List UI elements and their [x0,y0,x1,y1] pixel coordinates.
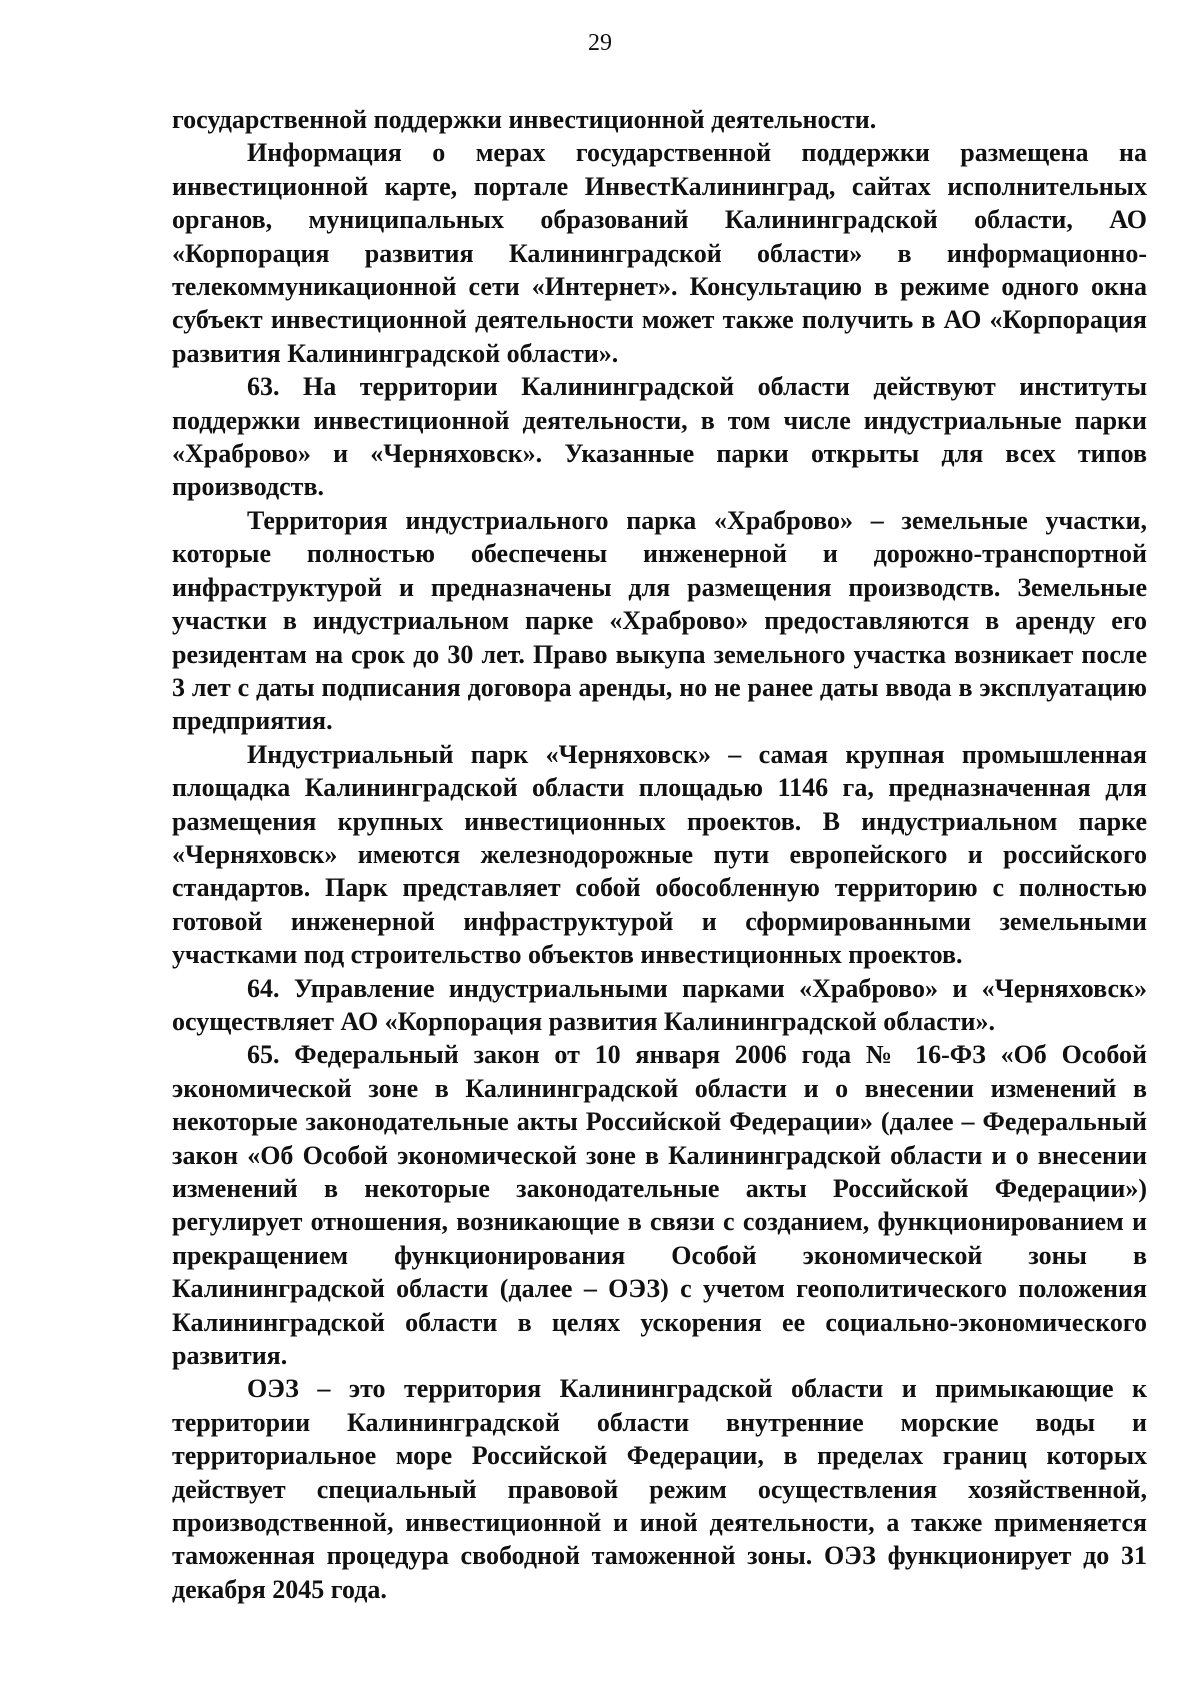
body-text [172,103,1147,1606]
paragraph-item-65: 65. Федеральный закон от 10 января 2006 года № 16-ФЗ «Об Особой экономической зоне в Калининградской области и о внесении изменений в некоторые законодательные акты Российской Федерации» (далее – Федеральный закон «Об Особой экономической зоне в Калининградской области и о внесении изменений в некоторые законодательные акты Российской Федерации») регулирует отношения, возникающие в связи с созданием, функционированием и прекращением функционирования Особой экономической зоны в Калининградской области (далее – ОЭЗ) с учетом геополитического положения Калининградской области в целях ускорения ее социально-экономического развития. [172,1040,1147,1371]
paragraph-item-64: 64. Управление индустриальными парками «Храброво» и «Черняховск» осуществляет АО «Корпорация развития Калининградской области». [172,973,1147,1036]
page-number: 29 [588,30,612,56]
paragraph-khrabrovo-park: Территория индустриального парка «Храброво» – земельные участки, которые полностью обеспечены инженерной и дорожно-транспортной инфраструктурой и предназначены для размещения производств. Земельные участки в индустриальном парке «Храброво» предоставляются в аренду его резидентам на срок до 30 лет. Право выкупа земельного участка возникает после 3 лет с даты подписания договора аренды, но не ранее даты ввода в эксплуатацию предприятия. [172,505,1147,736]
paragraph-item-63: 63. На территории Калининградской области действуют институты поддержки инвестиционной деятельности, в том числе индустриальные парки «Храброво» и «Черняховск». Указанные парки открыты для всех типов производств. [172,372,1147,502]
paragraph-support-info: Информация о мерах государственной поддержки размещена на инвестиционной карте, портале ИнвестКалининград, сайтах исполнительных органов, муниципальных образований Калининградской области, АО «Корпорация развития Калининградской области» в информационно-телекоммуникационной сети «Интернет». Консультацию в режиме одного окна субъект инвестиционной деятельности может также получить в АО «Корпорация развития Калининградской области». [172,138,1147,368]
paragraph-continuation: государственной поддержки инвестиционной деятельности. [172,105,877,134]
paragraph-chernyakhovsk-park: Индустриальный парк «Черняховск» – самая крупная промышленная площадка Калининградской области площадью 1146 га, предназначенная для размещения крупных инвестиционных проектов. В индустриальном парке «Черняховск» имеются железнодорожные пути европейского и российского стандартов. Парк представляет собой обособленную территорию с полностью готовой инженерной инфраструктурой и сформированными земельными участками под строительство объектов инвестиционных проектов. [172,739,1147,970]
paragraph-sez-definition: ОЭЗ – это территория Калининградской области и примыкающие к территории Калининградской области внутренние морские воды и территориальное море Российской Федерации, в пределах границ которых действует специальный правовой режим осуществления хозяйственной, производственной, инвестиционной и иной деятельности, а также применяется таможенная процедура свободной таможенной зоны. ОЭЗ функционирует до 31 декабря 2045 года. [172,1374,1147,1604]
